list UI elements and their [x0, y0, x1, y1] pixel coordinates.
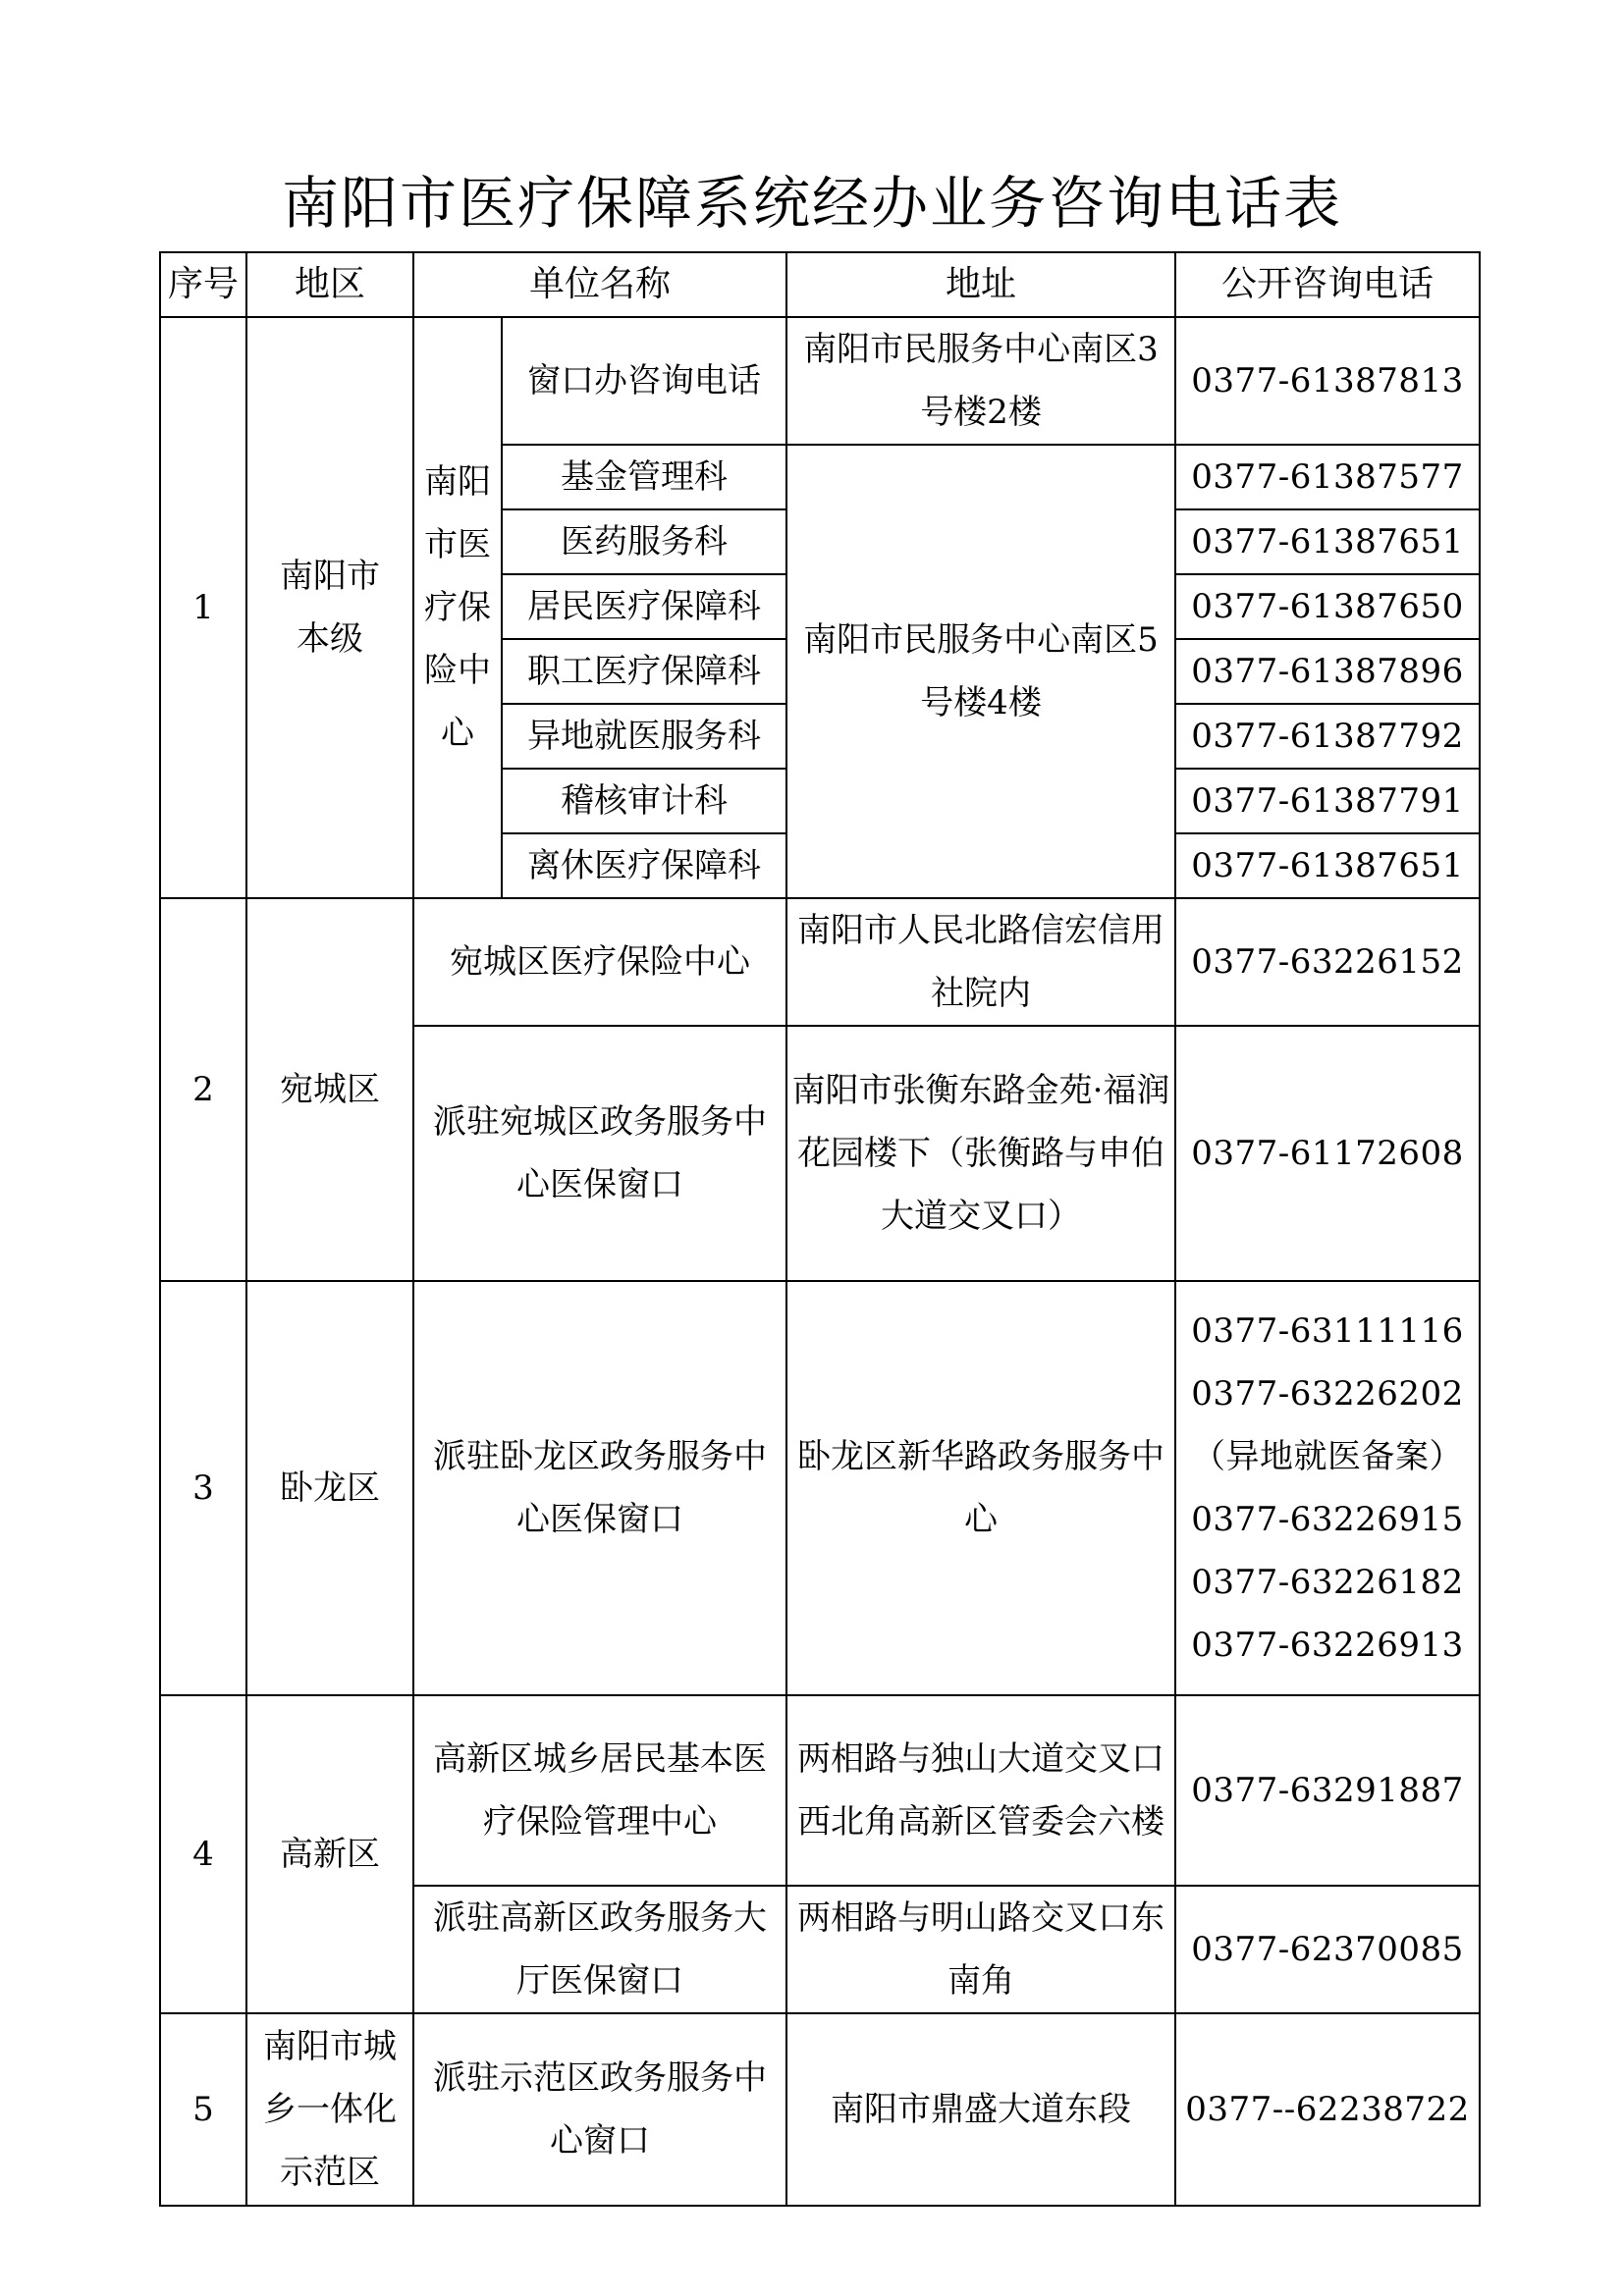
unit-name: 稽核审计科 [502, 769, 786, 833]
unit-phone: 0377-61387792 [1175, 704, 1480, 769]
unit-phone: 0377-61387813 [1175, 317, 1480, 445]
unit-address: 南阳市鼎盛大道东段 [786, 2013, 1175, 2206]
row-seq: 1 [160, 317, 246, 898]
unit-name-text: 派驻宛城区政务服务中心医保窗口 [433, 1102, 767, 1204]
phone-line: 0377-63226915 [1191, 1500, 1464, 1539]
header-phone: 公开咨询电话 [1175, 252, 1480, 317]
unit-phone: 0377-61387651 [1175, 833, 1480, 898]
table-row [160, 2013, 1480, 2206]
row-region [246, 2013, 413, 2206]
unit-name-text: 派驻示范区政务服务中心窗口 [433, 2058, 767, 2161]
unit-name-text: 派驻高新区政务服务大厅医保窗口 [433, 1898, 767, 2001]
unit-name: 职工医疗保障科 [502, 639, 786, 704]
row-seq: 3 [160, 1281, 246, 1695]
unit-phone: 0377-61387577 [1175, 445, 1480, 509]
unit-name: 窗口办咨询电话 [502, 317, 786, 445]
header-address: 地址 [786, 252, 1175, 317]
unit-name: 宛城区医疗保险中心 [413, 898, 786, 1026]
address-text: 卧龙区新华路政务服务中心 [797, 1437, 1165, 1539]
row-region [246, 317, 413, 898]
unit-address [786, 317, 1175, 445]
unit-phone: 0377-63291887 [1175, 1695, 1480, 1886]
row-region: 卧龙区 [246, 1281, 413, 1695]
phone-line: 0377-63226202 [1191, 1374, 1464, 1414]
unit-address [786, 1281, 1175, 1695]
address-text: 南阳市民服务中心南区3号楼2楼 [803, 330, 1159, 432]
row-seq: 5 [160, 2013, 246, 2206]
parent-unit-text: 南阳市医疗保险中心 [424, 462, 491, 753]
header-region: 地区 [246, 252, 413, 317]
table-row [160, 317, 1480, 445]
unit-phone: 0377-61387651 [1175, 509, 1480, 574]
table-row [160, 898, 1480, 1026]
unit-phone: 0377--62238722 [1175, 2013, 1480, 2206]
unit-phone-list [1175, 1281, 1480, 1695]
unit-name: 异地就医服务科 [502, 704, 786, 769]
unit-phone: 0377-61387791 [1175, 769, 1480, 833]
address-text: 南阳市张衡东路金苑·福润花园楼下（张衡路与申伯大道交叉口） [791, 1071, 1170, 1236]
unit-name [413, 1886, 786, 2013]
region-text: 南阳市城乡一体化示范区 [263, 2027, 397, 2192]
unit-name-text: 派驻卧龙区政务服务中心医保窗口 [433, 1437, 767, 1539]
unit-address [786, 898, 1175, 1026]
unit-name [413, 1281, 786, 1695]
unit-name: 医药服务科 [502, 509, 786, 574]
unit-address [786, 1026, 1175, 1281]
unit-address [786, 445, 1175, 898]
region-text: 南阳市本级 [280, 557, 380, 659]
unit-name [413, 2013, 786, 2206]
header-unit: 单位名称 [413, 252, 786, 317]
row-seq: 2 [160, 898, 246, 1281]
address-text: 南阳市人民北路信宏信用社院内 [797, 911, 1165, 1013]
unit-name: 居民医疗保障科 [502, 574, 786, 639]
table-row [160, 1695, 1480, 1886]
phone-note: （异地就医备案） [1192, 1437, 1464, 1476]
unit-name: 基金管理科 [502, 445, 786, 509]
unit-phone: 0377-61387650 [1175, 574, 1480, 639]
row-region: 高新区 [246, 1695, 413, 2013]
unit-name: 离休医疗保障科 [502, 833, 786, 898]
row-region: 宛城区 [246, 898, 413, 1281]
phone-line: 0377-63226913 [1191, 1626, 1464, 1665]
header-seq: 序号 [160, 252, 246, 317]
address-text: 两相路与独山大道交叉口西北角高新区管委会六楼 [797, 1739, 1165, 1842]
contact-table [159, 251, 1481, 2207]
parent-unit [413, 317, 502, 898]
unit-name-text: 高新区城乡居民基本医疗保险管理中心 [433, 1739, 767, 1842]
unit-phone: 0377-62370085 [1175, 1886, 1480, 2013]
unit-phone: 0377-63226152 [1175, 898, 1480, 1026]
unit-name [413, 1026, 786, 1281]
unit-phone: 0377-61387896 [1175, 639, 1480, 704]
unit-address [786, 1886, 1175, 2013]
table-header-row [160, 252, 1480, 317]
row-seq: 4 [160, 1695, 246, 2013]
unit-address [786, 1695, 1175, 1886]
phone-line: 0377-63226182 [1191, 1563, 1464, 1602]
address-text: 两相路与明山路交叉口东南角 [797, 1898, 1165, 2001]
phone-line: 0377-63111116 [1191, 1311, 1464, 1351]
table-row [160, 1281, 1480, 1695]
unit-phone: 0377-61172608 [1175, 1026, 1480, 1281]
unit-name [413, 1695, 786, 1886]
address-text: 南阳市民服务中心南区5号楼4楼 [803, 620, 1159, 722]
page-title: 南阳市医疗保障系统经办业务咨询电话表 [281, 170, 1342, 237]
